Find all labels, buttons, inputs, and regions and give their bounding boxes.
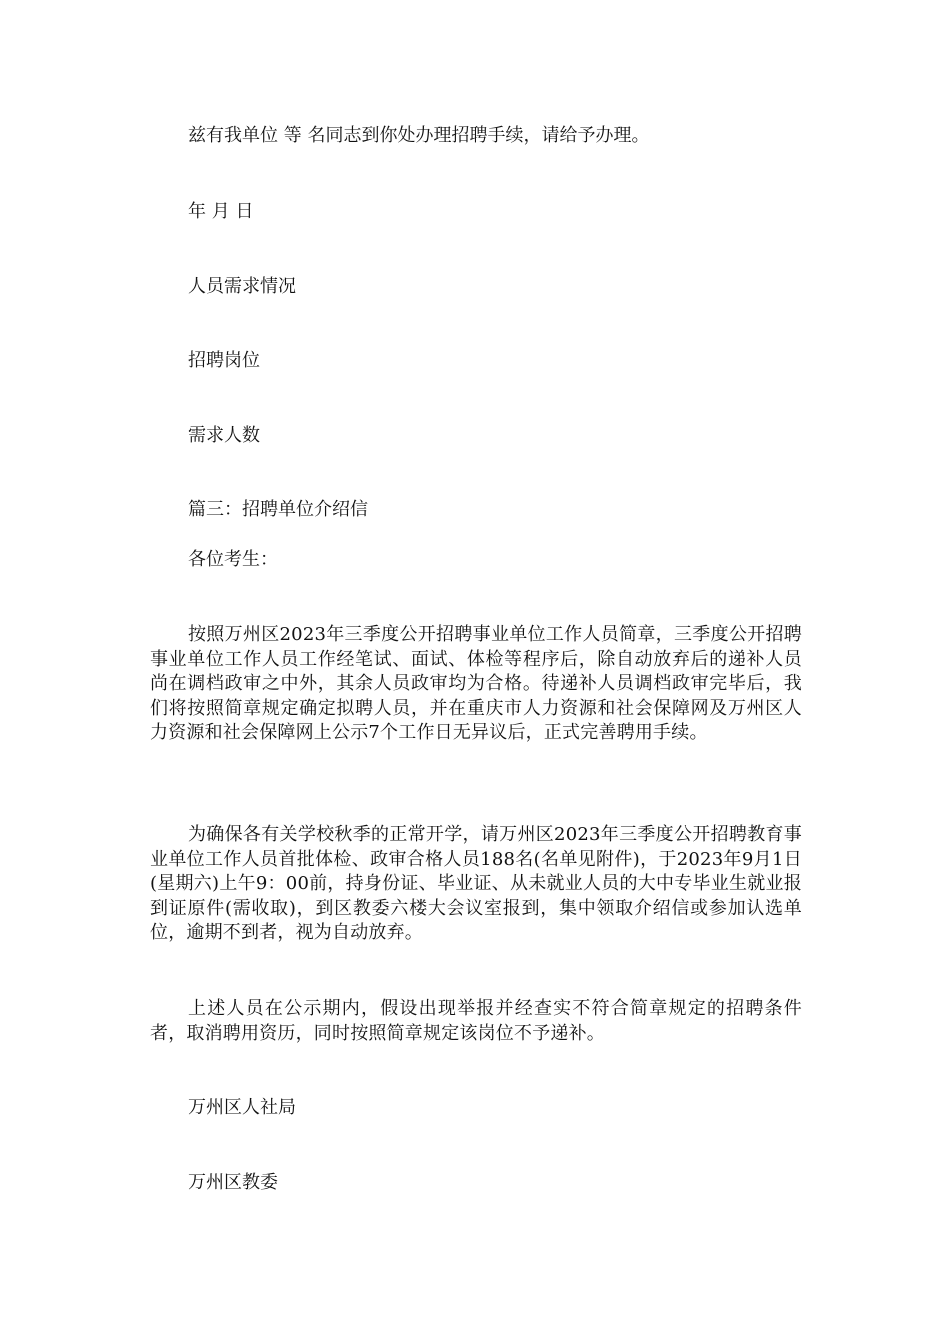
demand-heading: 人员需求情况 bbox=[188, 276, 296, 297]
salutation: 各位考生： bbox=[188, 549, 278, 570]
signature-bureau: 万州区人社局 bbox=[188, 1097, 296, 1118]
signature-education: 万州区教委 bbox=[188, 1172, 278, 1193]
intro-line: 兹有我单位 等 名同志到你处办理招聘手续，请给予办理。 bbox=[188, 125, 650, 146]
paragraph-notice: 上述人员在公示期内，假设出现举报并经查实不符合简章规定的招聘条件者，取消聘用资历，同时按照简章规定该岗位不予递补。 bbox=[150, 998, 802, 1044]
position-label: 招聘岗位 bbox=[188, 350, 260, 371]
paragraph-registration: 为确保各有关学校秋季的正常开学，请万州区2023年三季度公开招聘教育事业单位工作人员首批体检、政审合格人员188名(名单见附件)，于2023年9月1日(星期六)上午9：00前，持身份证、毕业证、从未就业人员的大中专毕业生就业报到证原件(需收取)，到区教委六楼大会议室报到，集中领取介绍信或参加认选单位，逾期不到者，视为自动放弃。 bbox=[150, 824, 802, 944]
section-title: 篇三：招聘单位介绍信 bbox=[188, 499, 368, 520]
paragraph-announcement: 按照万州区2023年三季度公开招聘事业单位工作人员简章，三季度公开招聘事业单位工作人员工作经笔试、面试、体检等程序后，除自动放弃后的递补人员尚在调档政审之中外，其余人员政审均为合格。待递补人员调档政审完毕后，我们将按照简章规定确定拟聘人员，并在重庆市人力资源和社会保障网及万州区人力资源和社会保障网上公示7个工作日无异议后，正式完善聘用手续。 bbox=[150, 624, 802, 744]
date-line: 年 月 日 bbox=[188, 201, 254, 222]
count-label: 需求人数 bbox=[188, 425, 260, 446]
